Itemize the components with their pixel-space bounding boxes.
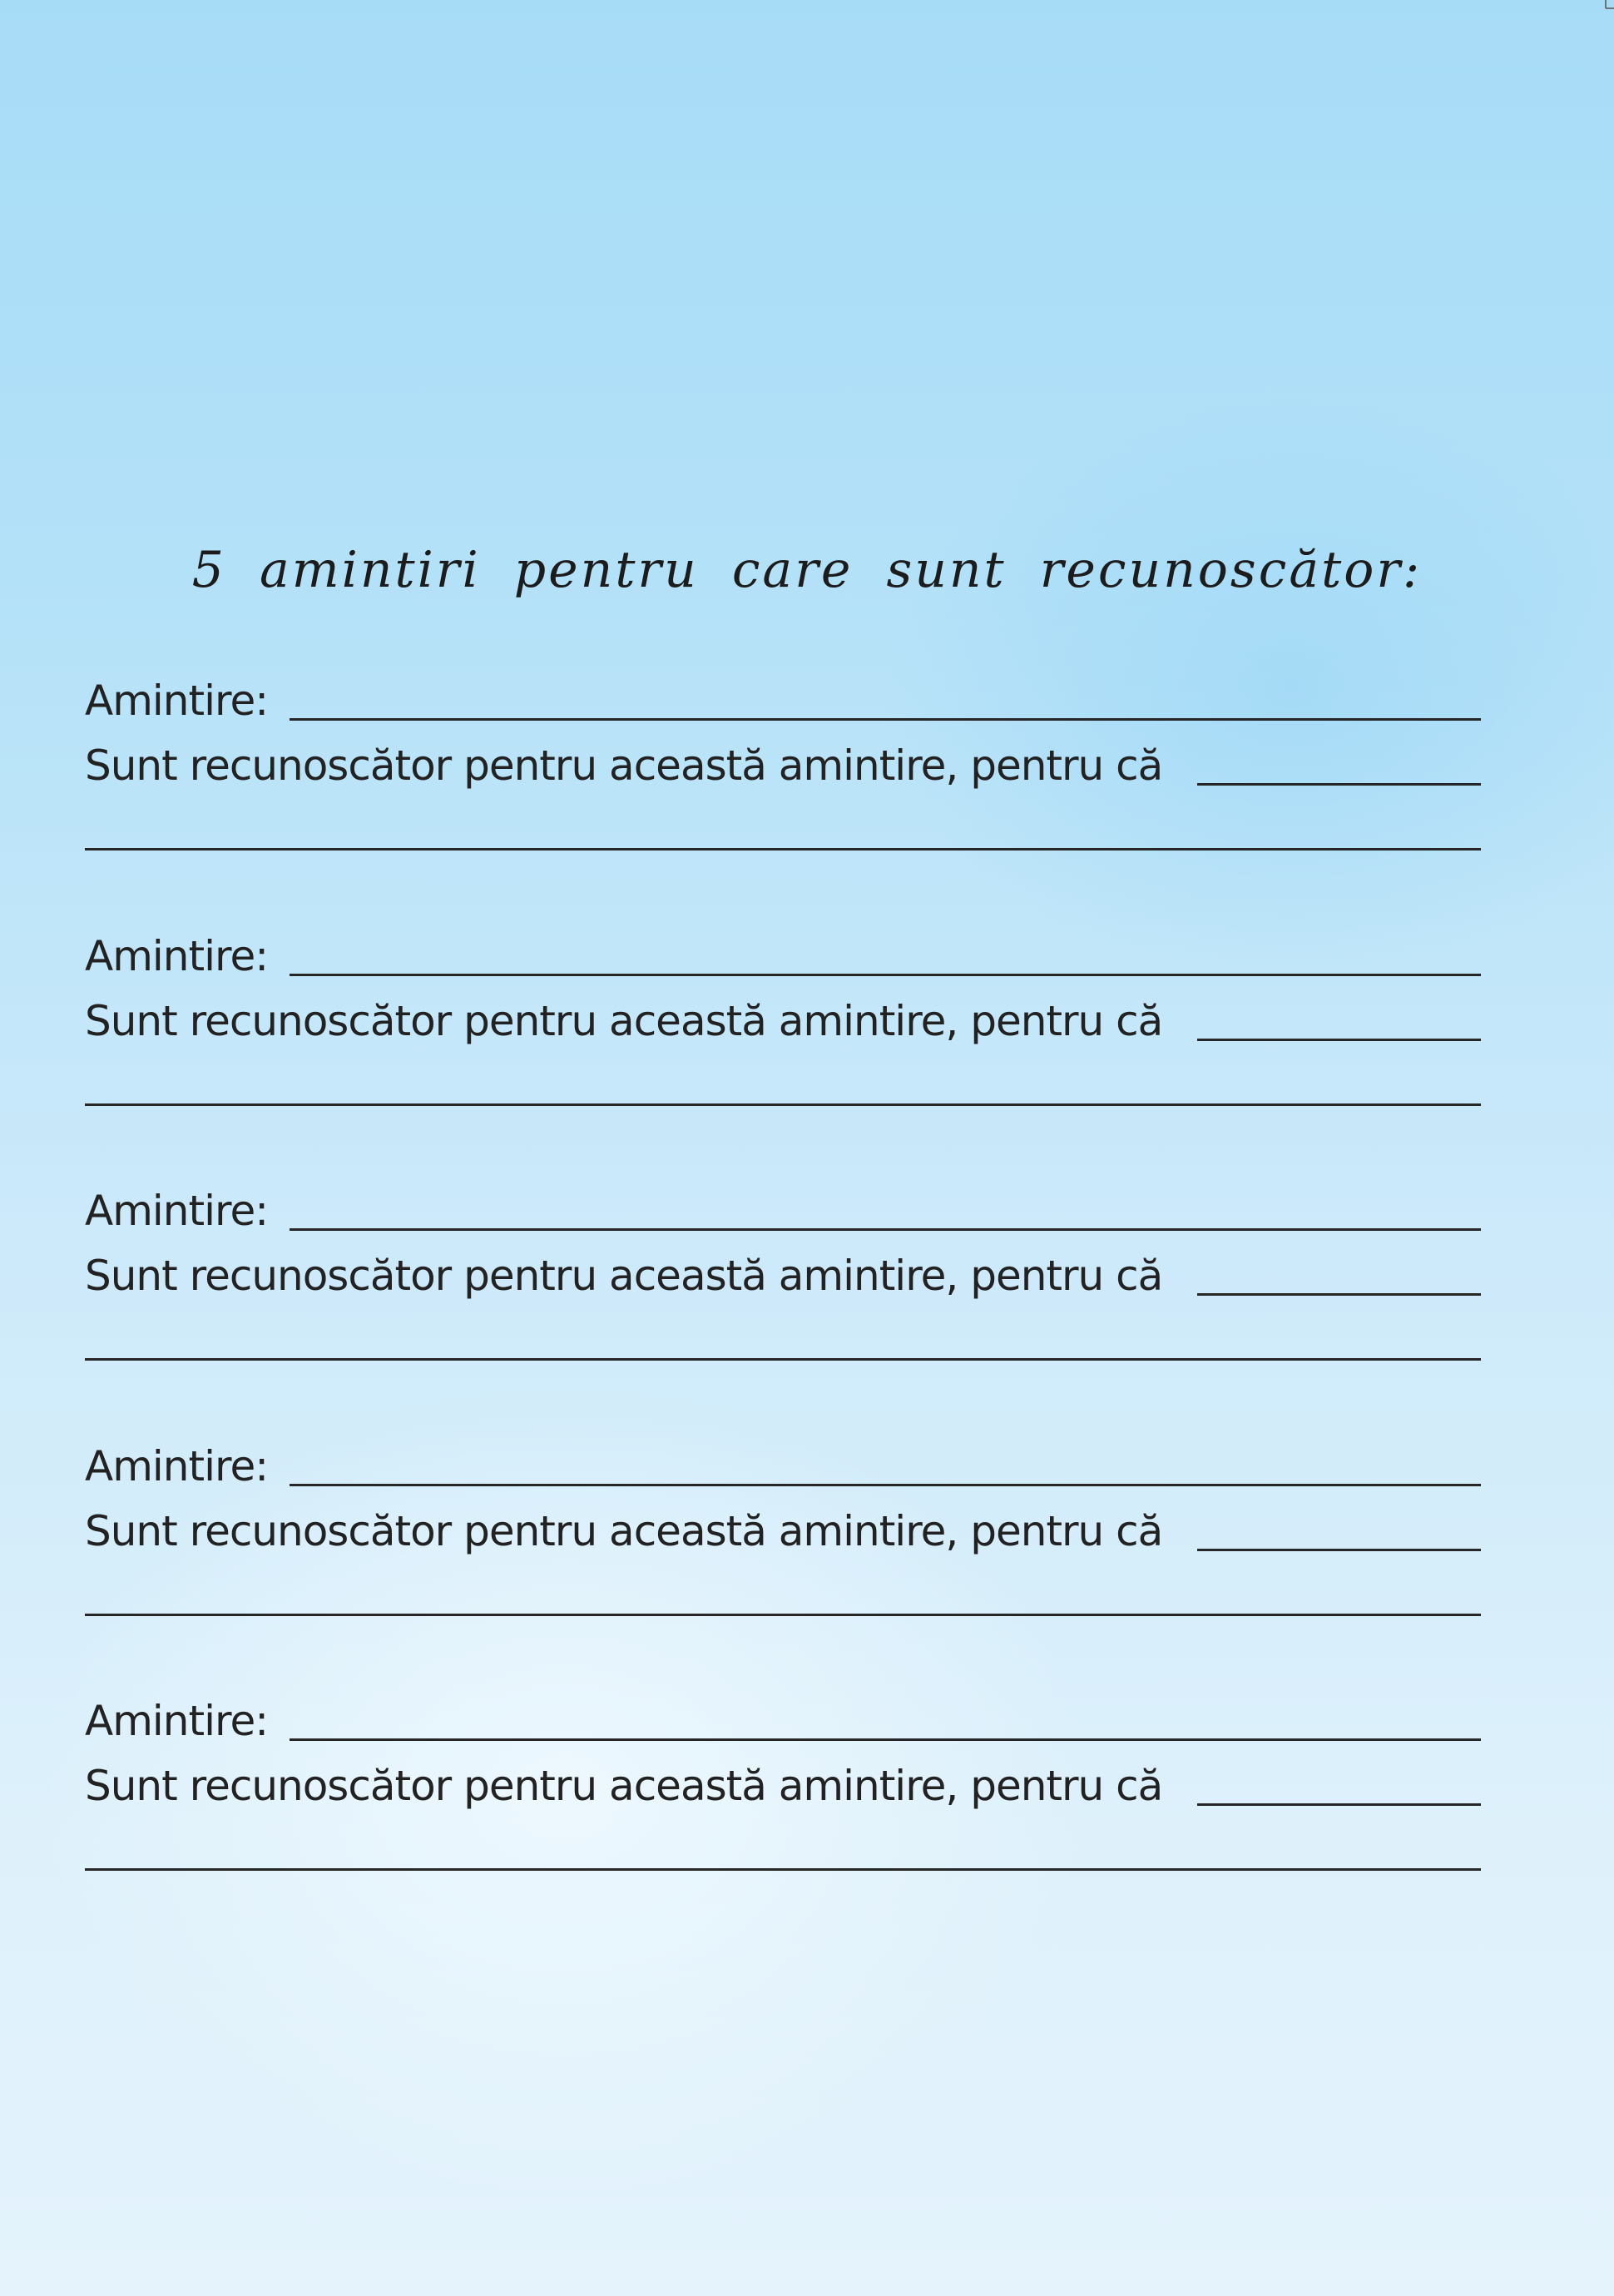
reason-row (85, 737, 1481, 791)
reason-write-line[interactable] (1197, 1803, 1481, 1806)
reason-continuation-row (85, 1822, 1481, 1876)
memory-write-line[interactable] (290, 974, 1481, 976)
reason-continuation-row (85, 1312, 1481, 1366)
memory-row (85, 928, 1481, 981)
reason-label: Sunt recunoscător pentru această amintire, pentru că (85, 1252, 1163, 1300)
memory-row (85, 1438, 1481, 1491)
memory-label: Amintire: (85, 1187, 269, 1235)
reason-row (85, 1247, 1481, 1301)
memory-write-line[interactable] (290, 1484, 1481, 1486)
memory-row (85, 1693, 1481, 1746)
reason-label: Sunt recunoscător pentru această amintire, pentru că (85, 997, 1163, 1045)
reason-continuation-row (85, 1058, 1481, 1111)
reason-write-line[interactable] (1197, 1293, 1481, 1296)
memory-write-line[interactable] (290, 1228, 1481, 1231)
reason-continuation-line[interactable] (85, 1614, 1481, 1616)
memory-entry-3 (85, 1183, 1481, 1382)
reason-label: Sunt recunoscător pentru această amintire, pentru că (85, 1762, 1163, 1810)
memory-label: Amintire: (85, 677, 269, 725)
memory-entry-5 (85, 1693, 1481, 1892)
reason-continuation-row (85, 802, 1481, 855)
memory-write-line[interactable] (290, 1738, 1481, 1741)
memory-label: Amintire: (85, 1442, 269, 1490)
reason-continuation-line[interactable] (85, 1358, 1481, 1361)
reason-continuation-line[interactable] (85, 1103, 1481, 1106)
reason-row (85, 993, 1481, 1046)
memory-label: Amintire: (85, 1697, 269, 1745)
memory-label: Amintire: (85, 932, 269, 980)
reason-label: Sunt recunoscător pentru această amintire, pentru că (85, 1507, 1163, 1555)
reason-continuation-line[interactable] (85, 848, 1481, 850)
memory-row (85, 1183, 1481, 1236)
reason-continuation-row (85, 1568, 1481, 1621)
reason-write-line[interactable] (1197, 783, 1481, 786)
memory-entry-2 (85, 928, 1481, 1128)
reason-row (85, 1503, 1481, 1556)
reason-write-line[interactable] (1197, 1039, 1481, 1041)
memory-row (85, 672, 1481, 726)
memory-write-line[interactable] (290, 718, 1481, 721)
reason-continuation-line[interactable] (85, 1868, 1481, 1871)
page-title: 5 amintiri pentru care sunt recunoscător: (191, 541, 1423, 599)
reason-write-line[interactable] (1197, 1549, 1481, 1551)
memory-entry-4 (85, 1438, 1481, 1638)
memory-entry-1 (85, 672, 1481, 872)
reason-row (85, 1758, 1481, 1811)
crop-mark-icon (1596, 0, 1614, 18)
reason-label: Sunt recunoscător pentru această amintire, pentru că (85, 741, 1163, 790)
